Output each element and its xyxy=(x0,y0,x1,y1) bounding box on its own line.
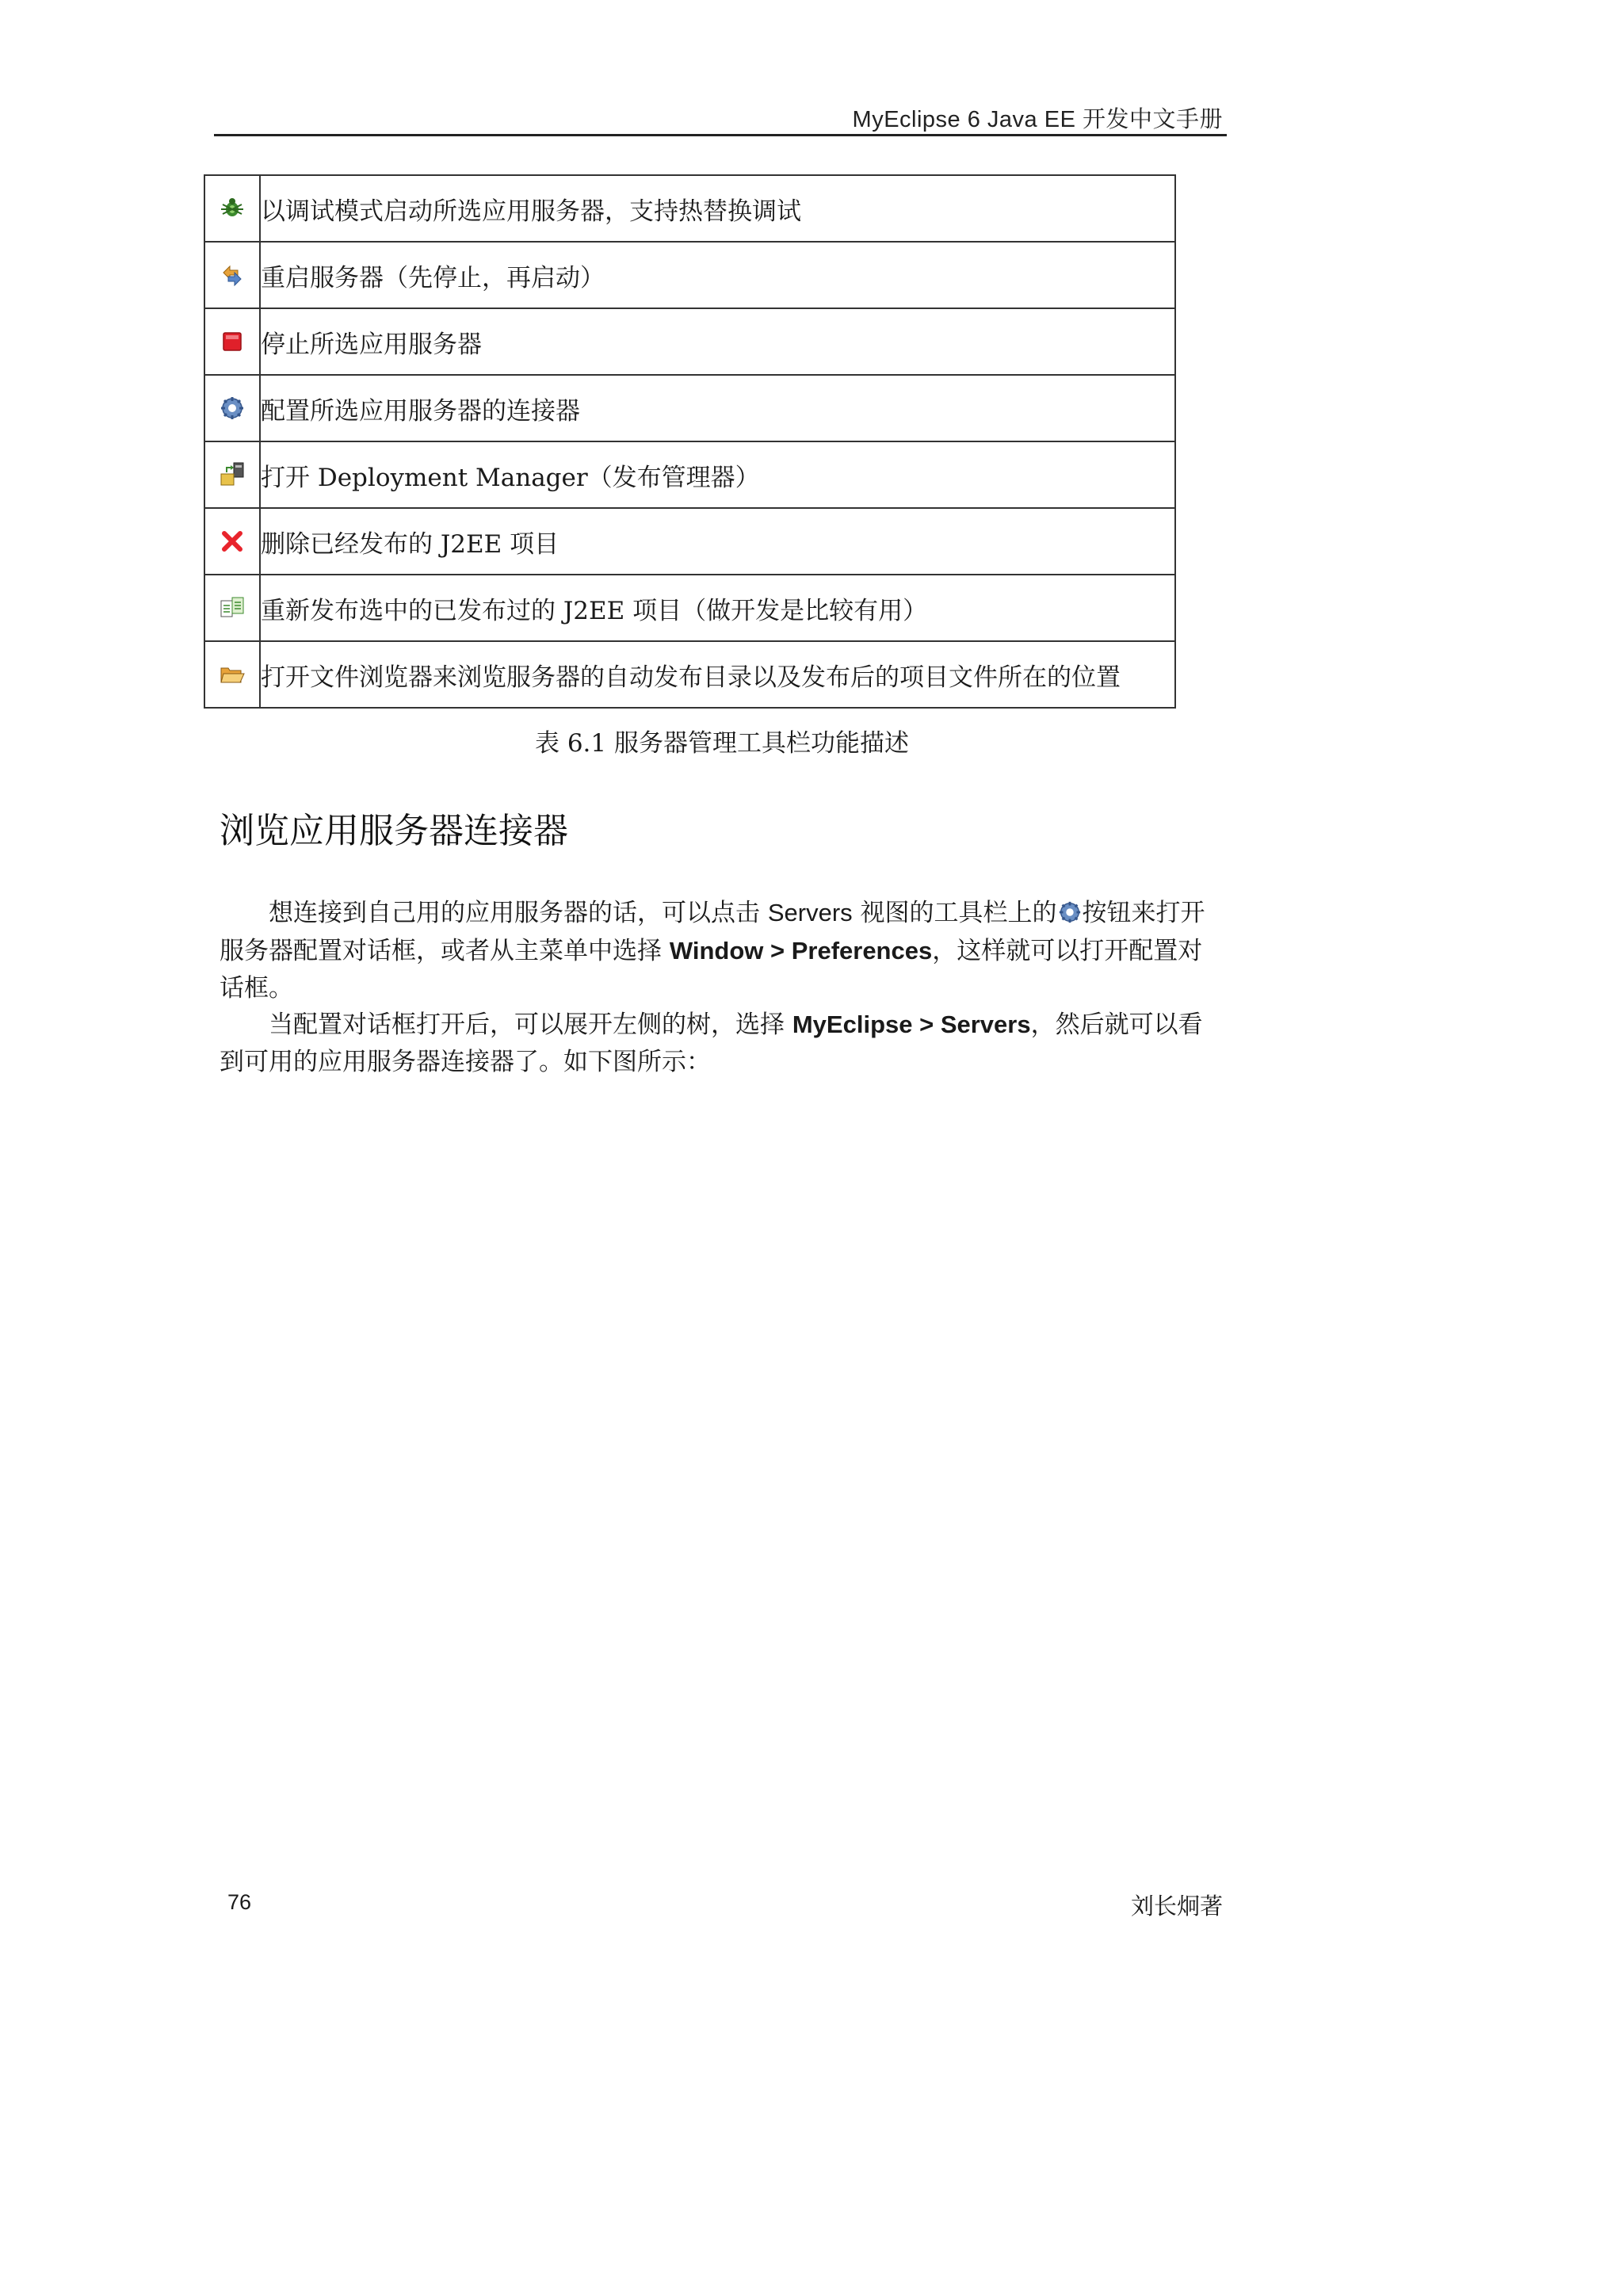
table-cell-description: 以调试模式启动所选应用服务器，支持热替换调试 xyxy=(260,175,1175,242)
stop-server-icon xyxy=(219,328,246,355)
table-row xyxy=(204,441,1175,508)
debug-server-icon xyxy=(219,195,246,222)
open-folder-icon xyxy=(219,661,246,688)
delete-deployment-icon xyxy=(219,528,246,555)
toolbar-function-table xyxy=(204,174,1176,709)
header-title-latin: MyEclipse 6 Java EE xyxy=(852,107,1076,132)
configure-connector-icon xyxy=(1057,900,1083,925)
paragraph-connect-server: 想连接到自己用的应用服务器的话，可以点击 Servers 视图的工具栏上的 按钮来打开服务器配置对话框，或者从主菜单中选择 Window > Preferences，这样就可以打开配置对话框。 xyxy=(220,899,1205,1003)
table-cell-description: 重新发布选中的已发布过的 J2EE 项目（做开发是比较有用） xyxy=(260,575,1175,641)
configure-connector-icon xyxy=(219,395,246,422)
paragraph-open-dialog: 当配置对话框打开后，可以展开左侧的树，选择 MyEclipse > Servers，然后就可以看到可用的应用服务器连接器了。如下图所示： xyxy=(220,1010,1203,1076)
table-caption: 表 6.1 服务器管理工具栏功能描述 xyxy=(534,729,909,758)
table-row xyxy=(204,175,1175,242)
table-row xyxy=(204,242,1175,308)
menu-path-window-preferences: Window > Preferences xyxy=(669,937,933,965)
table-cell-description: 打开 Deployment Manager（发布管理器） xyxy=(260,441,1175,508)
header-rule xyxy=(214,134,1227,136)
table-row xyxy=(204,641,1175,708)
running-header xyxy=(853,101,1223,134)
deployment-manager-icon xyxy=(219,461,246,488)
table-row xyxy=(204,575,1175,641)
author-credit: 刘长炯著 xyxy=(1130,1893,1223,1920)
table-row xyxy=(204,375,1175,441)
section-title: 浏览应用服务器连接器 xyxy=(220,811,568,851)
table-cell-description: 删除已经发布的 J2EE 项目 xyxy=(260,508,1175,575)
header-title-cn: 开发中文手册 xyxy=(1082,105,1223,132)
page-number: 76 xyxy=(227,1890,252,1914)
table-cell-description: 重启服务器（先停止，再启动） xyxy=(260,242,1175,308)
table-cell-description: 停止所选应用服务器 xyxy=(260,308,1175,375)
table-cell-description: 配置所选应用服务器的连接器 xyxy=(260,375,1175,441)
redeploy-icon xyxy=(219,594,246,621)
table-cell-description: 打开文件浏览器来浏览服务器的自动发布目录以及发布后的项目文件所在的位置 xyxy=(260,641,1175,708)
table-row xyxy=(204,308,1175,375)
table-row xyxy=(204,508,1175,575)
menu-path-myeclipse-servers: MyEclipse > Servers xyxy=(792,1010,1031,1038)
restart-server-icon xyxy=(219,262,246,288)
servers-view-name: Servers xyxy=(767,899,853,926)
